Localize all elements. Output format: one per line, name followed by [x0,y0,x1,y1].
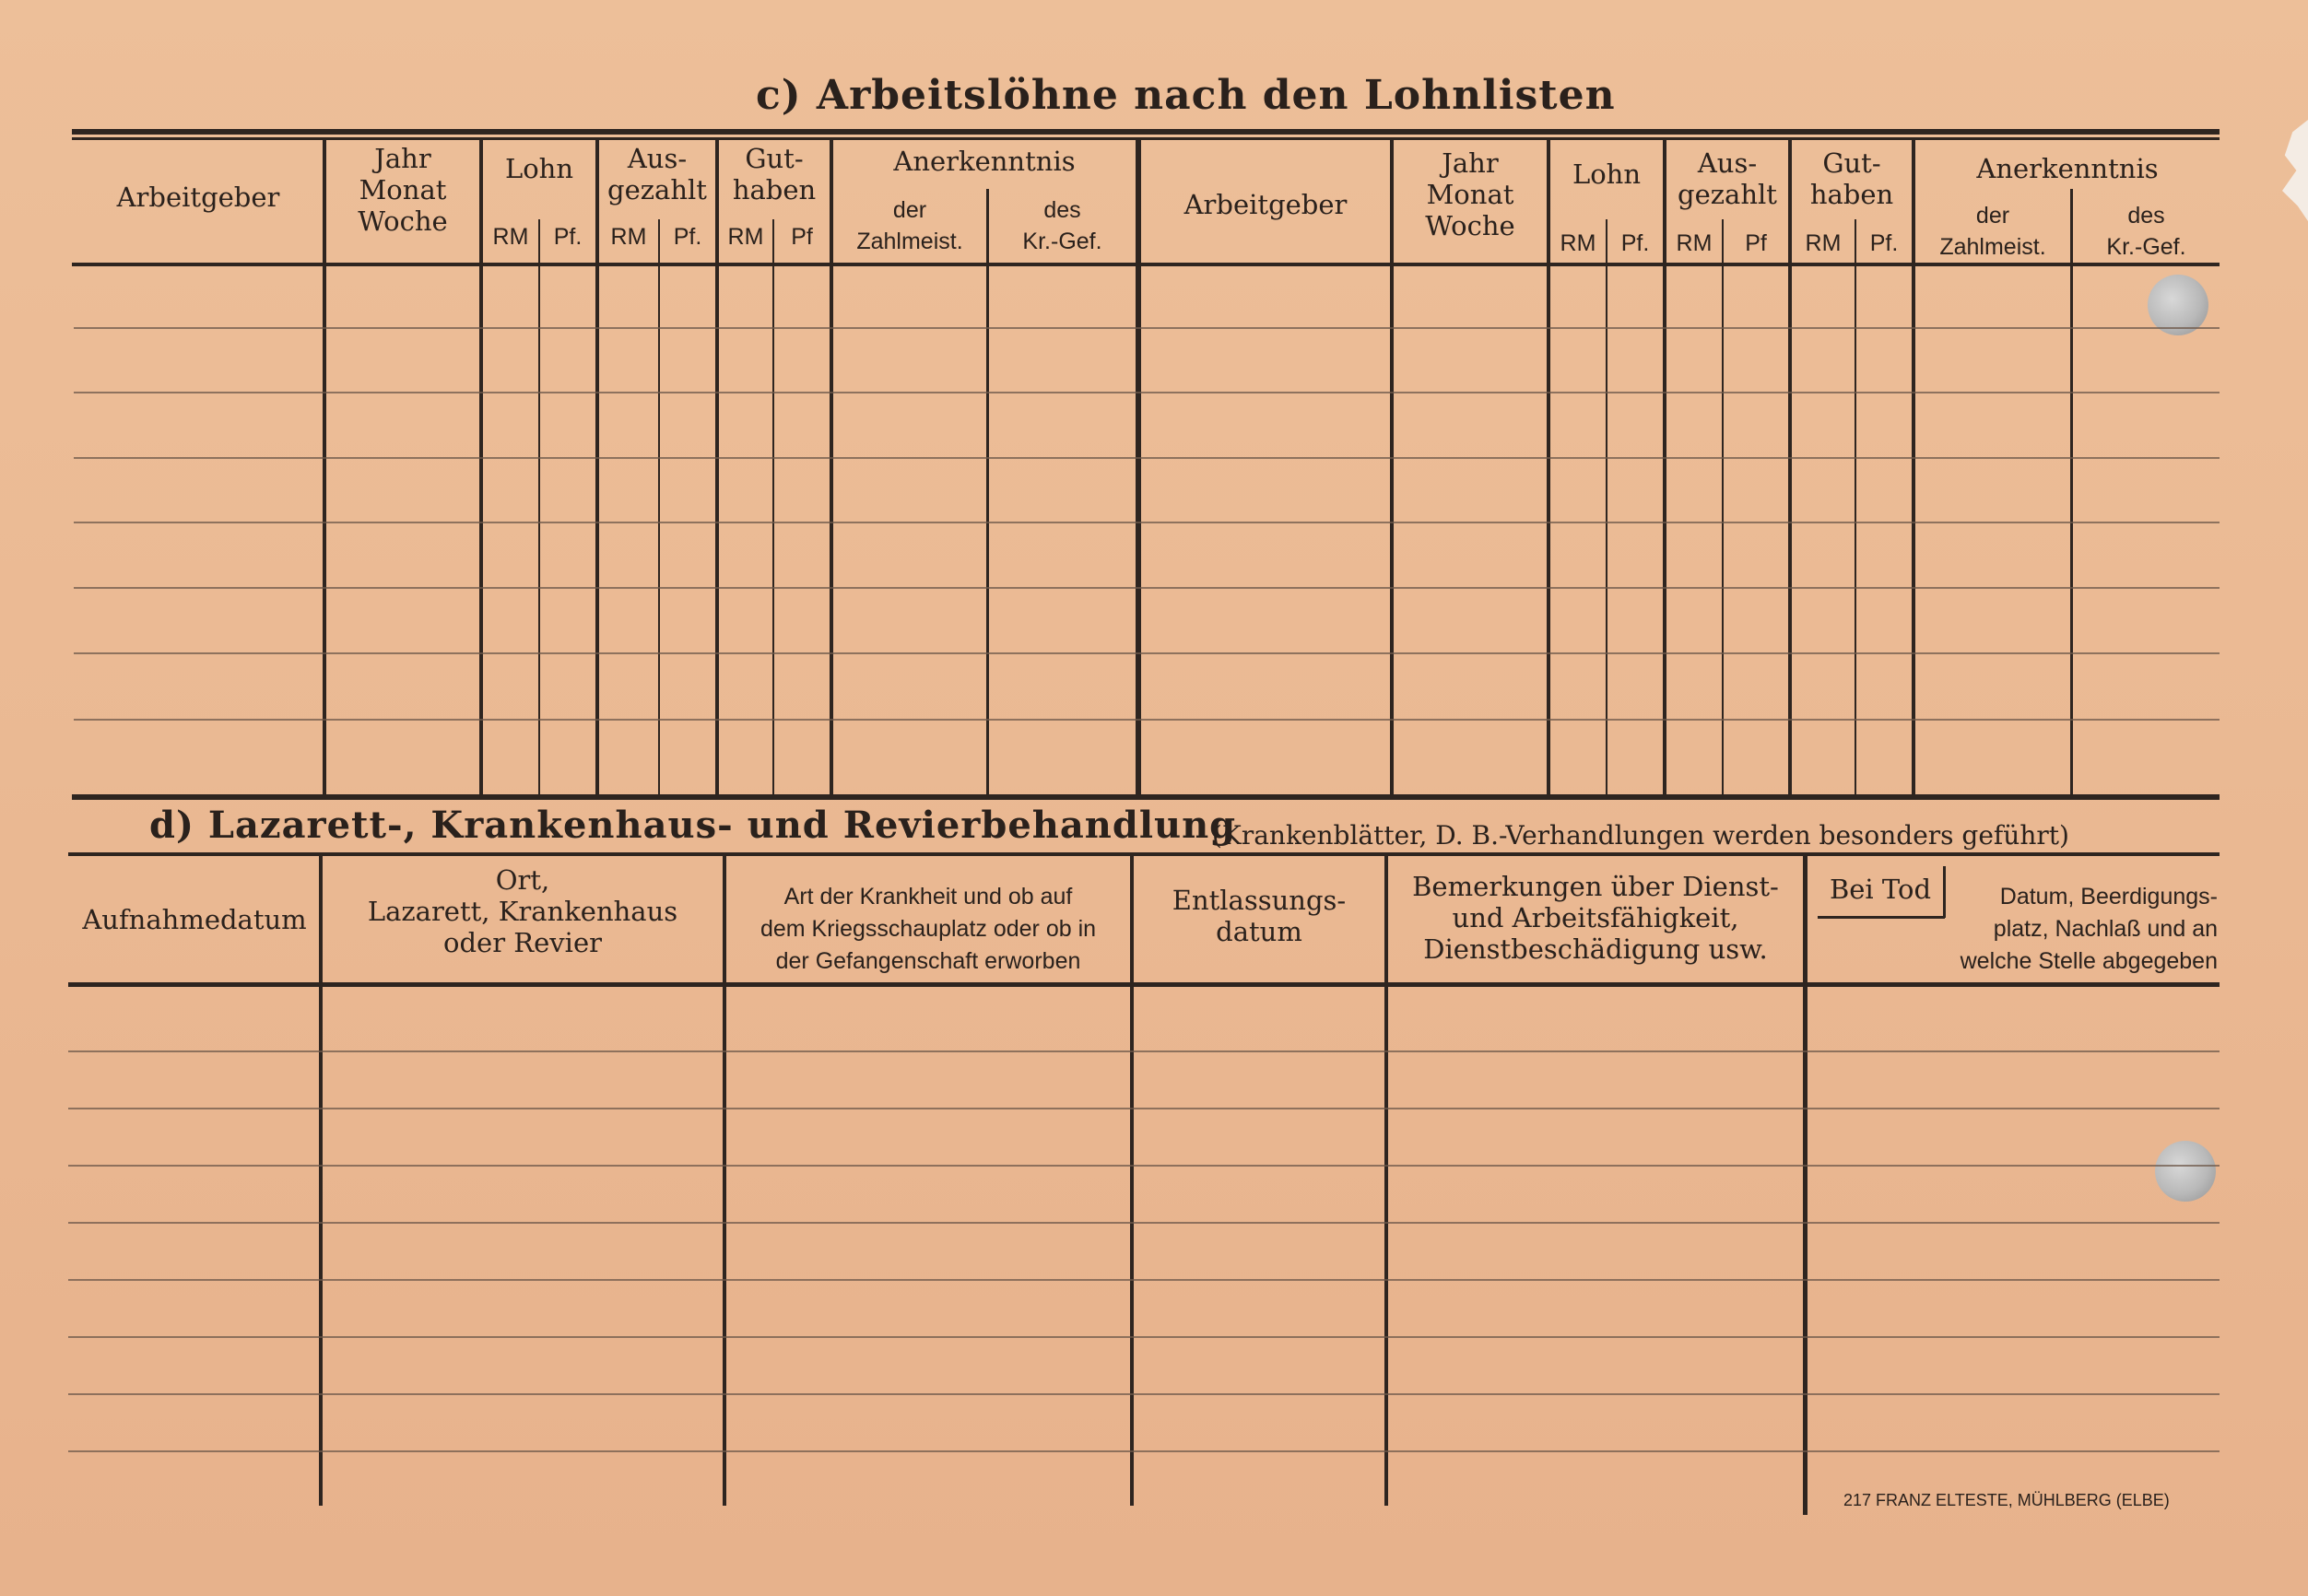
d-top-rule [68,852,2220,856]
c-top-rule [72,129,2220,135]
header-art-der-krankheit: Art der Krankheit und ob auf dem Kriegsschauplatz oder ob in der Gefangenschaft erworben [760,884,1097,974]
header-anerkenntnis-left: Anerkenntnis [893,146,1076,177]
c-bottom-rule [72,794,2220,800]
torn-edge [2282,120,2308,221]
form-card: c) Arbeitslöhne nach den Lohnlisten Arbeitgeber Jahr Monat Woche Lohn Aus- gezahlt Gut- haben Anerkenntnis RM Pf. RM Pf. RM Pf der Zahlmeist. des Kr.-Gef. Arbeitgeber Jahr Monat Woche Lohn Aus- gezahlt Gut- haben Anerkenntnis RM Pf. RM Pf RM Pf. der Zahlmeist. des Kr.-Gef. d) Lazarett-, Krankenhaus- und Revierbehandlung (Krankenblätter, D. B.-Verhandlungen werden besonders geführt) Aufnahmedatum Ort, Lazarett, Krankenhaus oder Revier Art der Krankheit und ob auf dem Kriegsschauplatz oder ob in der Gefangenschaft erworben Entlassungs- datum Bemerkungen über Dienst- und Arbeitsfähigkeit, Dienstbeschädigung usw. Bei Tod Datum, Beerdigungs- platz, Nachlaß und an welche Stelle abgegeben 217 FRANZ ELTESTE, MÜHLBERG (ELBE) [0,0,2308,1596]
punch-hole-bottom [2155,1141,2216,1202]
printer-imprint: 217 FRANZ ELTESTE, MÜHLBERG (ELBE) [1843,1491,2170,1509]
header-guthaben-left: Gut- haben [732,143,817,206]
section-c-title: c) Arbeitslöhne nach den Lohnlisten [756,72,1616,119]
section-d-note: (Krankenblätter, D. B.-Verhandlungen werden besonders geführt) [1212,820,2069,851]
header-anerkenntnis-right: Anerkenntnis [1976,153,2159,184]
header-ort: Ort, Lazarett, Krankenhaus oder Revier [367,864,678,959]
header-arbeitgeber-left: Arbeitgeber [116,182,280,213]
header-jahr-monat-woche-left: Jahr Monat Woche [358,143,448,238]
c-header-rule [72,263,2220,266]
header-lohn-right: Lohn [1572,158,1642,190]
header-ausgezahlt-right: Aus- gezahlt [1678,147,1777,211]
header-bei-tod: Bei Tod [1829,874,1932,905]
header-jahr-monat-woche-right: Jahr Monat Woche [1425,147,1515,242]
header-datum-beerdigung: Datum, Beerdigungs- platz, Nachlaß und an welche Stelle abgegeben [1960,884,2218,974]
header-entlassungsdatum: Entlassungs- datum [1172,885,1347,948]
header-ausgezahlt-left: Aus- gezahlt [607,143,707,206]
header-aufnahmedatum: Aufnahmedatum [82,904,307,935]
header-guthaben-right: Gut- haben [1809,147,1894,211]
section-d-title: d) Lazarett-, Krankenhaus- und Revierbehandlung [149,804,1237,847]
header-lohn-left: Lohn [504,153,574,184]
d-header-rule [68,982,2220,987]
header-bemerkungen: Bemerkungen über Dienst- und Arbeitsfähigkeit, Dienstbeschädigung usw. [1412,871,1779,966]
header-arbeitgeber-right: Arbeitgeber [1183,189,1348,220]
